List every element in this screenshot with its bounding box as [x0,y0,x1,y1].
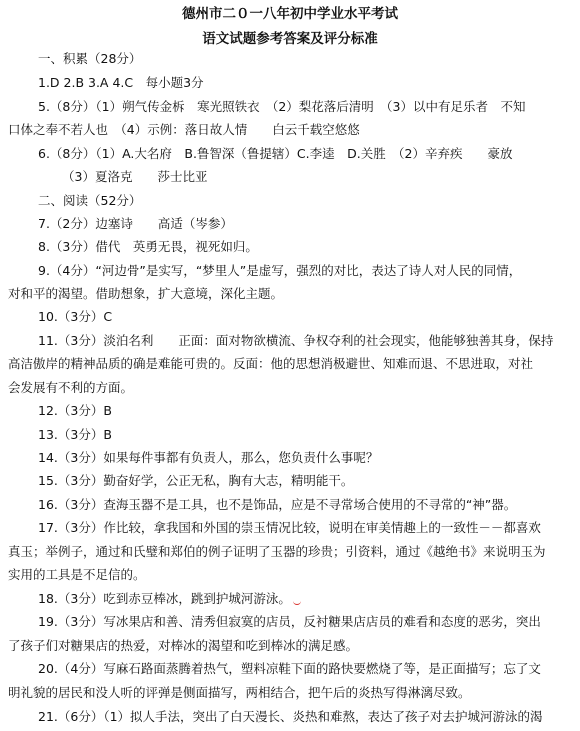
document-title: 德州市二０一八年初中学业水平考试 [182,6,398,22]
answer-line: 1.D 2.B 3.A 4.C 每小题3分 [38,75,204,90]
answer-line: 真玉；举例子，通过和氏璧和郑伯的例子证明了玉器的珍贵；引资料，通过《越绝书》来说明玉为 [8,544,546,559]
answer-line: 11.（3分）淡泊名利 正面：面对物欲横流、争权夺利的社会现实，他能够独善其身，保持 [38,333,554,348]
document-subtitle: 语文试题参考答案及评分标准 [202,31,378,47]
answer-line: 了孩子们对糖果店的热爱，对棒冰的渴望和吃到棒冰的满足感。 [8,638,359,653]
answer-line: 17.（3分）作比较，拿我国和外国的崇玉情况比较，说明在审美情趣上的一致性－－都喜欢 [38,520,541,535]
answer-line: 口体之奉不若人也 （4）示例：落日故人情 白云千载空悠悠 [8,122,360,137]
answer-line: 12.（3分）B [38,403,112,418]
answer-line: 6.（8分）（1）A.大名府 B.鲁智深（鲁提辖）C.李逵 D.关胜 （2）辛弃疾 豪放 [38,146,513,161]
spellcheck-squiggle-icon [293,600,301,605]
answer-line: 5.（8分）（1）朔气传金柝 寒光照铁衣 （2）梨花落后清明 （3）以中有足乐者 不知 [38,99,526,114]
answer-line: 7.（2分）边塞诗 高适（岑参） [38,216,233,231]
answer-line: 会发展有不利的方面。 [8,380,134,395]
answer-line: 实用的工具是不足信的。 [8,567,146,582]
answer-line: 高洁傲岸的精神品质的确是难能可贵的。反面：他的思想消极避世、知难而退、不思进取，对社 [8,356,534,371]
answer-line: 10.（3分）C [38,309,113,324]
answer-line: 14.（3分）如果每件事都有负责人，那么，您负责什么事呢？ [38,450,379,465]
answer-line: （3）夏洛克 莎士比亚 [62,169,208,184]
answer-line: 16.（3分）查海玉器不是工具，也不是饰品，应是不寻常场合使用的不寻常的“神”器。 [38,497,517,512]
answer-line: 明礼貌的居民和没人听的评弹是侧面描写，两相结合，把午后的炎热写得淋漓尽致。 [8,685,471,700]
answer-line: 8.（3分）借代 英勇无畏，视死如归。 [38,239,258,254]
section-heading-reading: 二、阅读（52分） [38,193,142,208]
answer-line: 19.（3分）写冰果店和善、清秀但寂寞的店员，反衬糖果店店员的难看和态度的恶劣，突出 [38,614,541,629]
answer-line: 13.（3分）B [38,427,112,442]
answer-line: 15.（3分）勤奋好学，公正无私，胸有大志，精明能干。 [38,473,354,488]
answer-line: 对和平的渴望。借助想象，扩大意境，深化主题。 [8,286,284,301]
answer-line: 21.（6分）（1）拟人手法，突出了白天漫长、炎热和难熬，表达了孩子对去护城河游泳的渴 [38,709,543,724]
answer-line-18 [38,591,301,607]
answer-line: 20.（4分）写麻石路面蒸腾着热气，塑料凉鞋下面的路快要燃烧了等，是正面描写；忘了文 [38,661,541,676]
section-heading-accumulation: 一、积累（28分） [38,51,142,66]
answer-line: 9.（4分）“河边骨”是实写，“梦里人”是虚写，强烈的对比，表达了诗人对人民的同情， [38,263,522,278]
answer-line-text: 18.（3分）吃到赤豆棒冰，跳到护城河游泳。 [38,591,291,606]
